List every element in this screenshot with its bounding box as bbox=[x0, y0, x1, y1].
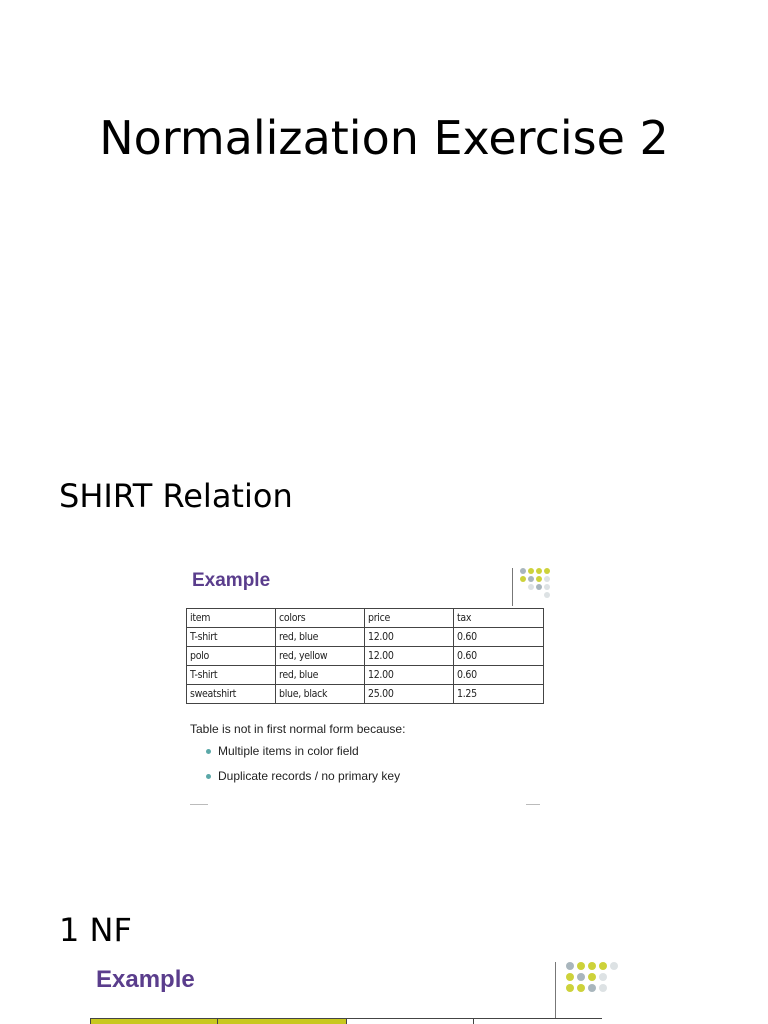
bullet-text: Duplicate records / no primary key bbox=[218, 769, 401, 783]
table-row bbox=[187, 685, 544, 704]
bullet-icon bbox=[206, 774, 211, 779]
table-row bbox=[187, 647, 544, 666]
slide-divider-line bbox=[512, 568, 513, 606]
bullet-icon bbox=[206, 749, 211, 754]
bullet-text: Multiple items in color field bbox=[218, 744, 359, 758]
example-title: Example bbox=[192, 570, 271, 591]
header-cell: item bbox=[187, 609, 276, 628]
table-cell: polo bbox=[187, 647, 276, 666]
header-cell bbox=[473, 1019, 602, 1024]
table-cell: 0.60 bbox=[454, 666, 544, 685]
table-note: Table is not in first normal form because: bbox=[190, 722, 406, 736]
example-title: Example bbox=[96, 966, 195, 993]
table-cell: 0.60 bbox=[454, 647, 544, 666]
table-cell: 1.25 bbox=[454, 685, 544, 704]
table-cell: 12.00 bbox=[365, 628, 454, 647]
slide-title bbox=[0, 112, 768, 164]
bullet-item bbox=[206, 769, 400, 783]
table-row bbox=[187, 628, 544, 647]
slide-footer-line bbox=[190, 804, 208, 805]
slide-title-line1: Normalization Exercise 2 bbox=[99, 111, 669, 165]
decorative-dots-icon bbox=[566, 962, 616, 1002]
table-cell: red, yellow bbox=[276, 647, 365, 666]
slide-divider-line bbox=[555, 962, 556, 1018]
embedded-slide-example-2 bbox=[88, 958, 618, 1024]
slide-footer-line bbox=[526, 804, 540, 805]
header-cell: price bbox=[365, 609, 454, 628]
table-cell: 25.00 bbox=[365, 685, 454, 704]
highlighted-header-cell bbox=[90, 1019, 217, 1024]
table-top-edge bbox=[90, 1018, 602, 1024]
header-cell: colors bbox=[276, 609, 365, 628]
bullet-item bbox=[206, 744, 359, 758]
table-cell: 12.00 bbox=[365, 666, 454, 685]
embedded-slide-example-1 bbox=[186, 562, 548, 812]
table-cell: 12.00 bbox=[365, 647, 454, 666]
table-cell: blue, black bbox=[276, 685, 365, 704]
table-row bbox=[187, 666, 544, 685]
table-header-row bbox=[187, 609, 544, 628]
table-cell: red, blue bbox=[276, 666, 365, 685]
highlighted-header-cell bbox=[217, 1019, 346, 1024]
section-heading-1nf: 1 NF bbox=[59, 911, 132, 949]
header-cell: tax bbox=[454, 609, 544, 628]
table-cell: T-shirt bbox=[187, 666, 276, 685]
section-heading-shirt-relation: SHIRT Relation bbox=[59, 477, 293, 515]
decorative-dots-icon bbox=[520, 568, 550, 598]
table-cell: sweatshirt bbox=[187, 685, 276, 704]
shirt-table bbox=[186, 608, 544, 704]
table-cell: T-shirt bbox=[187, 628, 276, 647]
table-cell: 0.60 bbox=[454, 628, 544, 647]
table-cell: red, blue bbox=[276, 628, 365, 647]
header-cell bbox=[346, 1019, 473, 1024]
